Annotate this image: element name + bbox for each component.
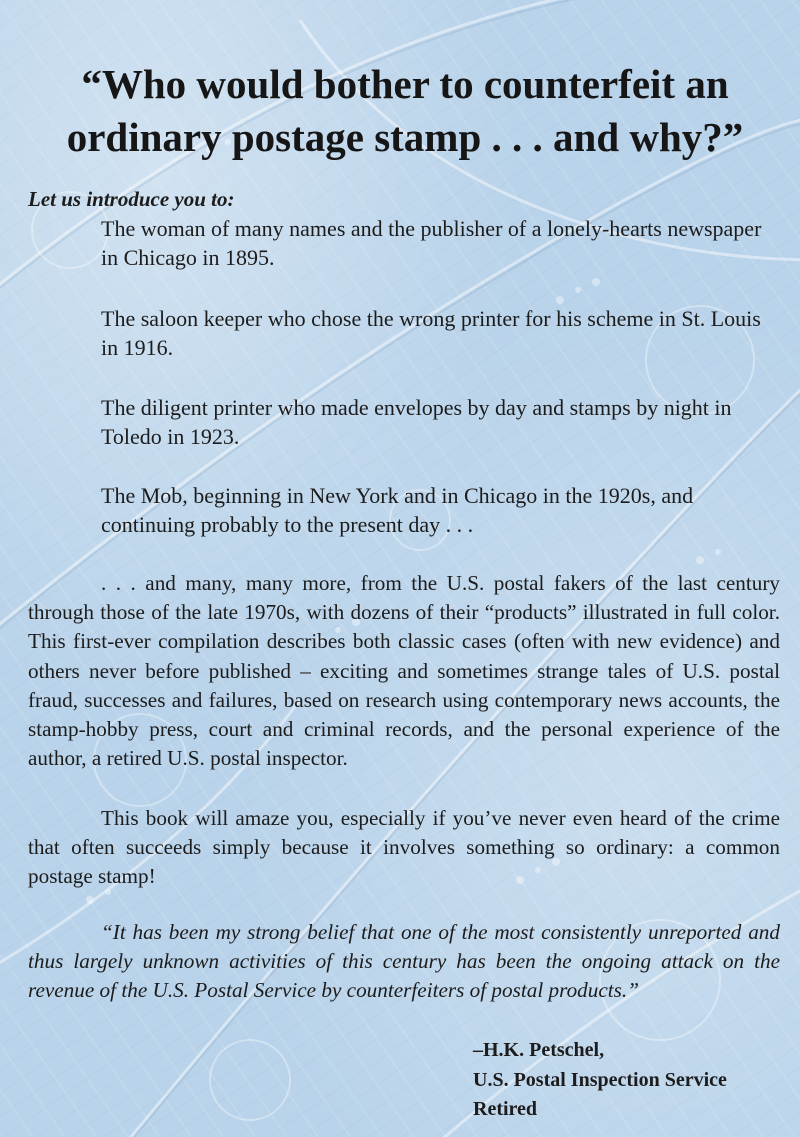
description-paragraph-2: This book will amaze you, especially if you’ve never even heard of the crime that often succeeds simply because it involves something so ordinary: a common postage stamp! (28, 806, 780, 889)
author-quote: “It has been my strong belief that one of the most consistently unreported and thus largely unknown activities of this century has been the ongoing attack on the revenue of the U.S. Postal Service by counterfeiters of postal products.” (28, 920, 780, 1003)
teaser-item-2: The saloon keeper who chose the wrong printer for his scheme in St. Louis in 1916. (101, 306, 761, 360)
description-paragraph-1: . . . and many, many more, from the U.S. postal fakers of the last century through those of the late 1970s, with dozens of their “products” illustrated in full color. This first-ever compilation describes both classic cases (often with new evidence) and others never before published – exciting and sometimes strange tales of U.S. postal fraud, successes and failures, based on research using contemporary news accounts, the stamp-hobby press, court and criminal records, and the personal experience of the author, a retired U.S. postal inspector. (28, 571, 780, 771)
intro-text: Let us introduce you to: (28, 187, 235, 211)
teaser-item-3: The diligent printer who made envelopes by day and stamps by night in Toledo in 1923. (101, 395, 732, 449)
author-organization: U.S. Postal Inspection Service (473, 1068, 727, 1091)
headline-line-1: “Who would bother to counterfeit an (81, 61, 729, 107)
headline (40, 58, 770, 164)
author-name: –H.K. Petschel, (473, 1039, 605, 1061)
author-status: Retired (473, 1098, 538, 1120)
author-signature (473, 1036, 727, 1125)
headline-line-2: ordinary postage stamp . . . and why?” (66, 114, 744, 160)
teaser-item-4: The Mob, beginning in New York and in Chicago in the 1920s, and continuing probably to the present day . . . (101, 483, 694, 537)
teaser-item-1: The woman of many names and the publisher of a lonely-hearts newspaper in Chicago in 1895. (101, 216, 762, 270)
